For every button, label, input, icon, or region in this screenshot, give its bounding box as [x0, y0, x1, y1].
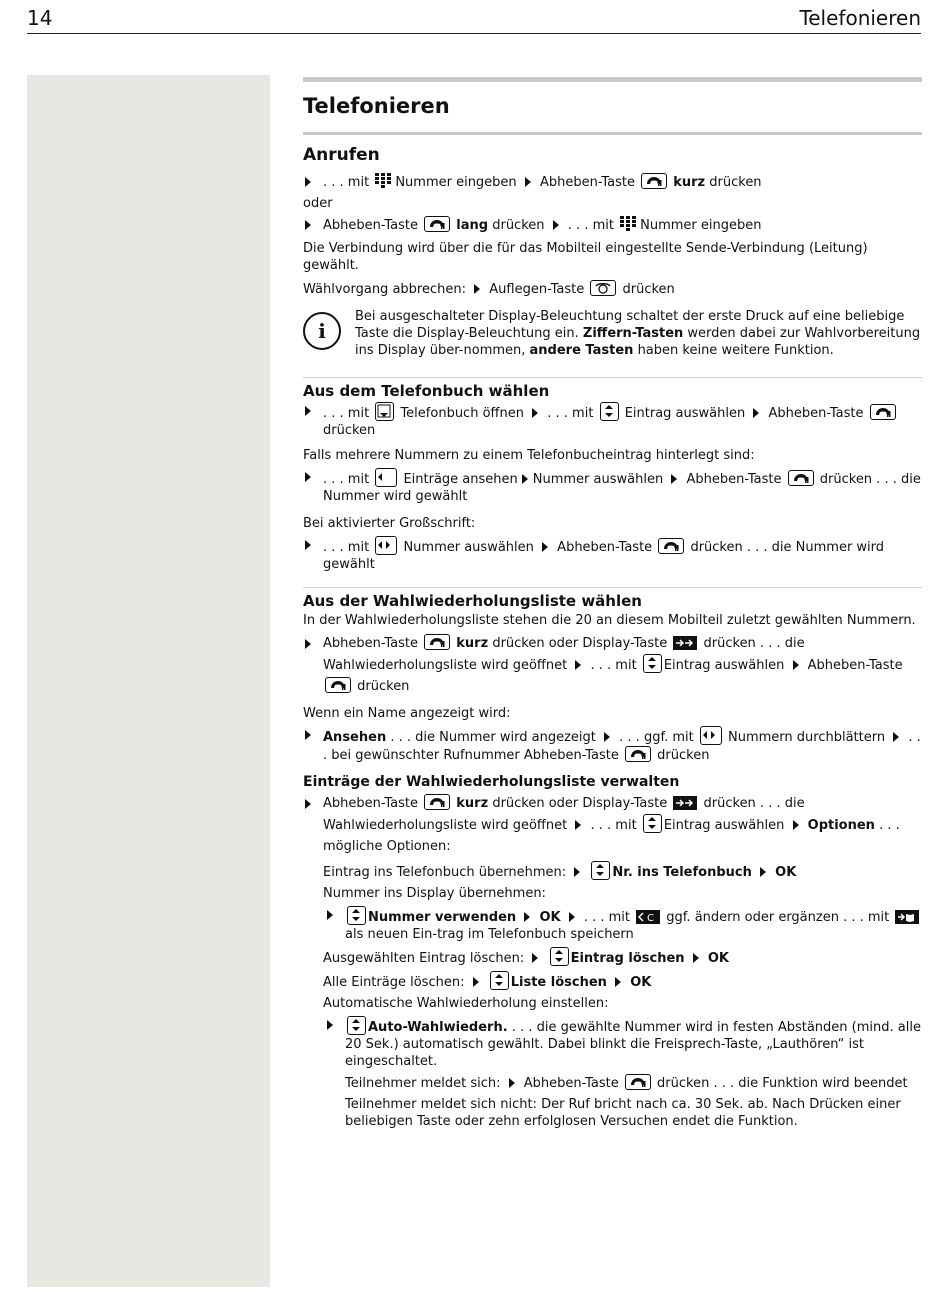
- step-arrow-icon: [305, 472, 311, 482]
- instruction-line: Abheben-Taste lang drücken . . . mit Nummer eingeben: [303, 216, 922, 234]
- nav-updown-icon: [643, 654, 662, 673]
- nav-updown-icon: [550, 947, 569, 966]
- main-title: Telefonieren: [303, 94, 450, 118]
- step-arrow-icon: [327, 910, 333, 920]
- option-step: Teilnehmer meldet sich nicht: Der Ruf bricht nach ca. 30 Sek. ab. Nach Drücken einer beliebigen Taste oder zehn erfolglosen Versuchen endet die Funktion.: [345, 1097, 901, 1129]
- step-arrow-icon: [305, 406, 311, 416]
- step-arrow-icon: [793, 660, 799, 670]
- section-title-telefonbuch: Aus dem Telefonbuch wählen: [303, 382, 550, 400]
- option-line: Nummer ins Display übernehmen:: [323, 886, 546, 901]
- talk-key-icon: [788, 470, 814, 486]
- step-arrow-icon: [473, 977, 479, 987]
- option-step: Auto-Wahlwiederh. . . . die gewählte Nummer wird in festen Abständen (mind. alle 20 Sek.) automatisch gewählt. Dabei blinkt die Freisprech-Taste, „Lauthören“ ist eingeschaltet.: [303, 1016, 922, 1070]
- step-arrow-icon: [575, 820, 581, 830]
- step-arrow-icon: [574, 867, 580, 877]
- step-arrow-icon: [525, 177, 531, 187]
- sidebar-panel: [27, 75, 270, 1287]
- info-box: [303, 308, 922, 359]
- body-text: Falls mehrere Nummern zu einem Telefonbucheintrag hinterlegt sind:: [303, 448, 755, 463]
- nav-down-icon: [375, 402, 394, 421]
- step-arrow-icon: [693, 953, 699, 963]
- step-arrow-icon: [474, 284, 480, 294]
- nav-left-icon: [375, 468, 397, 487]
- nav-updown-icon: [600, 402, 619, 421]
- step-arrow-icon: [671, 474, 677, 484]
- redial-softkey-icon: [673, 796, 697, 810]
- instruction-line: Wählvorgang abbrechen: Auflegen-Taste drücken: [303, 282, 675, 297]
- section-title-anrufen: Anrufen: [303, 145, 380, 165]
- instruction-line: . . . mit Nummer auswählen Abheben-Taste drücken . . . die Nummer wird gewählt: [303, 536, 922, 573]
- step-arrow-icon: [522, 474, 528, 484]
- step-arrow-icon: [305, 540, 311, 550]
- option-step: Nummer verwenden OK . . . mit ggf. ändern oder ergänzen . . . mit als neuen Ein-trag im Telefonbuch speichern: [303, 906, 922, 943]
- end-call-key-icon: [590, 280, 616, 296]
- talk-key-icon: [870, 404, 896, 420]
- step-arrow-icon: [305, 639, 311, 649]
- talk-key-icon: [424, 634, 450, 650]
- keypad-icon: [375, 173, 393, 189]
- step-arrow-icon: [793, 820, 799, 830]
- option-step: Teilnehmer meldet sich: Abheben-Taste drücken . . . die Funktion wird beendet: [345, 1076, 908, 1091]
- step-arrow-icon: [305, 730, 311, 740]
- talk-key-icon: [424, 794, 450, 810]
- nav-updown-icon: [347, 906, 366, 925]
- nav-leftright-icon: [700, 726, 722, 745]
- step-arrow-icon: [569, 912, 575, 922]
- instruction-line: Abheben-Taste kurz drücken oder Display-Taste drücken . . . die Wahlwiederholungsliste wird geöffnet . . . mit Eintrag auswählen Abheben-Taste drücken: [303, 633, 922, 697]
- instruction-line: . . . mit Einträge ansehen Nummer auswählen Abheben-Taste drücken . . . die Nummer wird gewählt: [303, 468, 922, 505]
- section-rule: [303, 132, 922, 135]
- nav-updown-icon: [643, 814, 662, 833]
- page-number: 14: [27, 6, 53, 30]
- oder-text: oder: [303, 196, 333, 211]
- running-title: Telefonieren: [799, 6, 921, 30]
- option-line: Ausgewählten Eintrag löschen: Eintrag löschen OK: [303, 947, 922, 967]
- info-icon: i: [303, 312, 341, 350]
- talk-key-icon: [424, 216, 450, 232]
- option-line: Automatische Wahlwiederholung einstellen:: [323, 996, 609, 1011]
- instruction-line: Ansehen . . . die Nummer wird angezeigt . . . ggf. mit Nummern durchblättern . . . bei gewünschter Rufnummer Abheben-Taste drücken: [303, 726, 922, 764]
- step-arrow-icon: [753, 408, 759, 418]
- talk-key-icon: [325, 677, 351, 693]
- body-text: In der Wahlwiederholungsliste stehen die 20 an diesem Mobilteil zuletzt gewählten Nummern.: [303, 613, 916, 628]
- step-arrow-icon: [327, 1020, 333, 1030]
- talk-key-icon: [625, 1074, 651, 1090]
- option-line: Alle Einträge löschen: Liste löschen OK: [303, 971, 922, 991]
- step-arrow-icon: [305, 220, 311, 230]
- page-header: [27, 6, 921, 34]
- step-arrow-icon: [305, 177, 311, 187]
- talk-key-icon: [625, 746, 651, 762]
- nav-updown-icon: [591, 861, 610, 880]
- step-arrow-icon: [615, 977, 621, 987]
- nav-leftright-icon: [375, 536, 397, 555]
- redial-softkey-icon: [673, 636, 697, 650]
- step-arrow-icon: [893, 732, 899, 742]
- body-text: Die Verbindung wird über die für das Mobilteil eingestellte Sende-Verbindung (Leitung) gewählt.: [303, 241, 868, 273]
- step-arrow-icon: [553, 220, 559, 230]
- back-clear-softkey-icon: [636, 910, 660, 924]
- step-arrow-icon: [524, 912, 530, 922]
- instruction-line: . . . mit Nummer eingeben Abheben-Taste kurz drücken: [303, 173, 922, 191]
- main-content: [303, 77, 922, 1130]
- step-arrow-icon: [575, 660, 581, 670]
- section-title-verwalten: Einträge der Wahlwiederholungsliste verwalten: [303, 774, 680, 790]
- option-line: Eintrag ins Telefonbuch übernehmen: Nr. ins Telefonbuch OK: [303, 861, 922, 881]
- step-arrow-icon: [509, 1078, 515, 1088]
- info-text: Bei ausgeschalteter Display-Beleuchtung schaltet der erste Druck auf eine beliebige Taste die Display-Beleuchtung ein. Ziffern-Tasten werden dabei zur Wahlvorbereitung ins Display über-nommen, andere Tasten haben keine weitere Funktion.: [355, 309, 921, 358]
- keypad-icon: [620, 216, 638, 232]
- talk-key-icon: [641, 173, 667, 189]
- section-title-wahlwiederholung: Aus der Wahlwiederholungsliste wählen: [303, 592, 642, 610]
- title-rule: [303, 77, 922, 82]
- instruction-line: Abheben-Taste kurz drücken oder Display-Taste drücken . . . die Wahlwiederholungsliste wird geöffnet . . . mit Eintrag auswählen Optionen . . . mögliche Optionen:: [303, 793, 922, 857]
- nav-updown-icon: [347, 1016, 366, 1035]
- step-arrow-icon: [532, 408, 538, 418]
- step-arrow-icon: [760, 867, 766, 877]
- step-arrow-icon: [305, 799, 311, 809]
- save-to-phonebook-softkey-icon: [895, 910, 919, 924]
- step-arrow-icon: [604, 732, 610, 742]
- step-arrow-icon: [532, 953, 538, 963]
- body-text: Wenn ein Name angezeigt wird:: [303, 706, 511, 721]
- body-text: Bei aktivierter Großschrift:: [303, 516, 476, 531]
- nav-updown-icon: [490, 971, 509, 990]
- talk-key-icon: [658, 538, 684, 554]
- instruction-line: . . . mit Telefonbuch öffnen . . . mit Eintrag auswählen Abheben-Taste drücken: [303, 402, 922, 439]
- step-arrow-icon: [542, 542, 548, 552]
